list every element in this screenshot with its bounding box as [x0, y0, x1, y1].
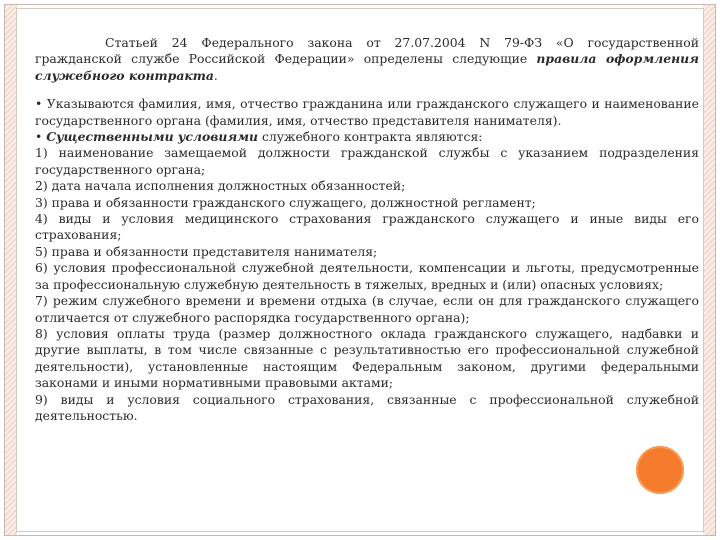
slide-text	[35, 35, 699, 424]
intro-text: Статьей 24 Федерального закона от 27.07.2004 N 79-ФЗ «О государственной гражданской службе Российской Федерации» определены следующие	[35, 35, 699, 67]
right-decorative-stripe	[703, 5, 715, 535]
orange-circle-decoration	[636, 446, 684, 494]
list-item-9: 9) виды и условия социального страхования, связанные с профессиональной служебной деятельностью.	[35, 391, 699, 423]
intro-paragraph	[35, 35, 699, 84]
bullet-fio: • Указываются фамилия, имя, отчество гражданина или гражданского служащего и наименование государственного органа (фамилия, имя, отчество представителя нанимателя).	[35, 96, 699, 128]
bullet-emphasis: Существенными условиями	[46, 129, 258, 145]
list-item-5: 5) права и обязанности представителя нанимателя;	[35, 243, 378, 259]
bullet-essential-conditions	[35, 129, 699, 145]
slide-content-area	[16, 8, 704, 532]
list-item-3: 3) права и обязанности гражданского служащего, должностной регламент;	[35, 194, 536, 210]
list-item-1: 1) наименование замещаемой должности гражданской службы с указанием подразделения государственного органа;	[35, 145, 699, 177]
list-item-2: 2) дата начала исполнения должностных обязанностей;	[35, 178, 406, 194]
intro-emphasis: правила оформления служебного контракта	[35, 51, 699, 83]
bullet-rest: служебного контракта являются:	[258, 129, 483, 145]
list-item-4: 4) виды и условия медицинского страхования гражданского служащего и иные виды его страхования;	[35, 211, 699, 243]
list-item-6: 6) условия профессиональной служебной деятельности, компенсации и льготы, предусмотренные за профессиональную служебную деятельность в тяжелых, вредных и (или) опасных условиях;	[35, 260, 699, 292]
list-item-8: 8) условия оплаты труда (размер должностного оклада гражданского служащего, надбавки и другие выплаты, в том числе связанные с результативностью его профессиональной служебной деятельности), установленные настоящим Федеральным законом, другими федеральными законами и иными нормативными правовыми актами;	[35, 325, 699, 391]
intro-end: .	[213, 67, 218, 83]
bullet-marker: •	[35, 129, 47, 145]
list-item-7: 7) режим служебного времени и времени отдыха (в случае, если он для гражданского служащего отличается от служебного распорядка государственного органа);	[35, 293, 699, 325]
